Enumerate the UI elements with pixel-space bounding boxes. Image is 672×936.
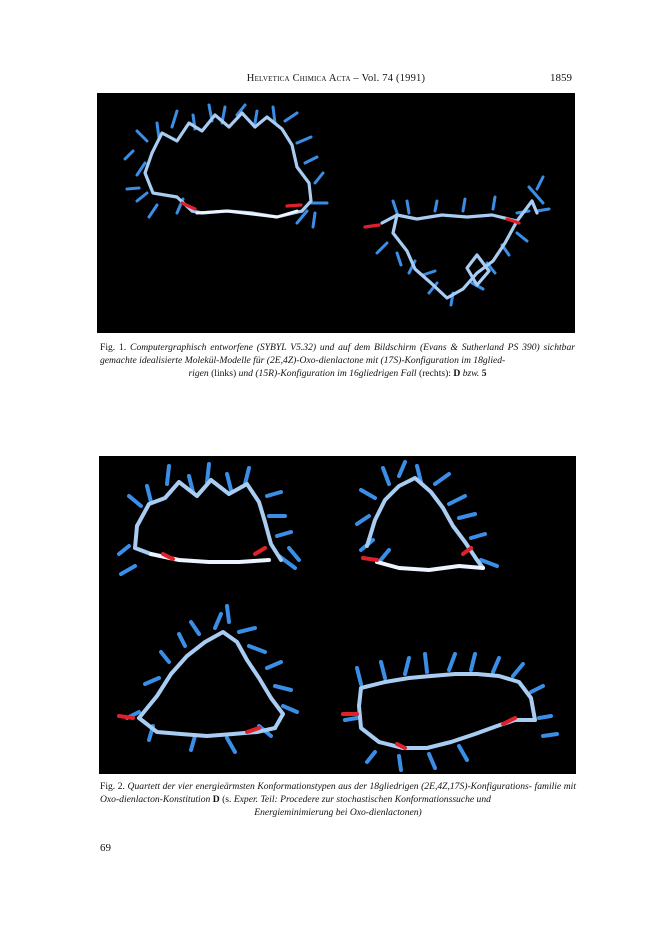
fig2-tr-backbone <box>377 562 483 570</box>
fig1-left-oxygens <box>182 203 301 209</box>
figure-1-image <box>97 93 575 333</box>
fig2-tl-chain <box>135 480 281 560</box>
fig1-caption-part-b: (links) <box>211 368 237 379</box>
fig2-br-hydrogens <box>345 654 557 770</box>
fig1-caption-part-a: rigen <box>188 368 209 379</box>
fig2-caption-line1: Quartett der vier energieärmsten Konformationstypen aus der 18gliedrigen (2E,4Z,17S)-Konfigurations- <box>127 781 532 792</box>
fig1-caption-part-d: (rechts): <box>419 368 451 379</box>
figure-1-molecules <box>97 93 575 333</box>
figure-2-image <box>99 456 576 774</box>
fig2-caption-line2a: familie mit Oxo-dienlacton-Konstitution <box>100 781 577 805</box>
fig1-caption-compound-d: D <box>453 368 461 379</box>
journal-name: Helvetica Chimica Acta <box>246 73 351 84</box>
fig1-left-backbone-highlight <box>197 211 297 217</box>
figure-2-caption <box>100 780 576 819</box>
fig2-br-chain <box>359 674 535 748</box>
fig2-caption-line2c: (s. <box>222 794 232 805</box>
fig1-caption-line1: Computergraphisch entworfene (SYBYL V5.32) und auf dem Bildschirm (Evans & Sutherland PS 390) <box>130 342 540 353</box>
fig2-label: Fig. 2. <box>100 781 125 792</box>
fig2-br-oxygens <box>343 714 515 748</box>
fig1-right-chain <box>382 201 537 298</box>
fig1-right-hydrogens <box>377 177 549 305</box>
figure-1-caption <box>100 341 575 380</box>
fig2-caption-line3-text: Energieminimierung bei Oxo-dienlactonen) <box>254 807 422 818</box>
figure-2-molecules <box>99 456 576 774</box>
fig1-caption-part-c: und (15R)-Konfiguration im 16gliedrigen Fall <box>238 368 417 379</box>
fig2-caption-line2d: Exper. Teil: Procedere zur stochastischen Konformationssuche und <box>233 794 491 805</box>
fig2-tr-oxygens <box>363 548 471 560</box>
fig1-left-chain <box>145 113 311 217</box>
fig2-tl-oxygens <box>163 548 265 559</box>
fig2-caption-compound-d: D <box>212 794 220 805</box>
fig1-caption-line3 <box>100 367 575 380</box>
folio-number: 69 <box>100 842 111 854</box>
fig1-caption-part-f: bzw. <box>462 368 480 379</box>
journal-volume: – Vol. 74 (1991) <box>353 73 426 84</box>
fig1-caption-compound-5: 5 <box>481 368 487 379</box>
fig2-caption-line3 <box>100 806 576 819</box>
fig1-caption-line2: sichtbar gemachte idealisierte Molekül-Modelle für (2E,4Z)-Oxo-dienlactone mit (17S)-Konfiguration im 18glied- <box>100 342 575 366</box>
page-number: 1859 <box>550 72 572 84</box>
fig1-label: Fig. 1. <box>100 342 127 353</box>
fig2-bl-chain <box>139 632 283 736</box>
